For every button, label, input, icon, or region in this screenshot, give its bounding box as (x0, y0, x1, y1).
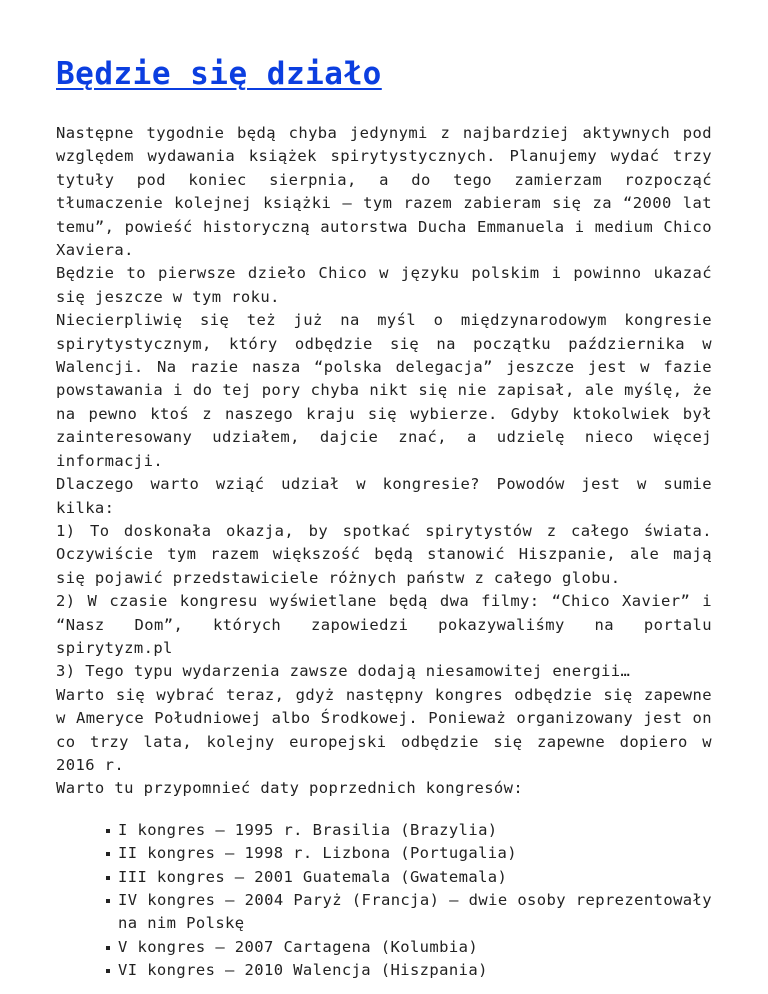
paragraph-reason-3: 3) Tego typu wydarzenia zawsze dodają niesamowitej energii… (56, 662, 631, 681)
paragraph-reason-1: 1) To doskonała okazja, by spotkać spirytystów z całego świata. Oczywiście tym razem większość będą stanowić Hiszpanie, ale mają się pojawić przedstawiciele różnych państw z całego globu. (56, 521, 712, 587)
list-item: V kongres – 2007 Cartagena (Kolumbia) (118, 936, 712, 959)
list-item: VI kongres – 2010 Walencja (Hiszpania) (118, 959, 712, 982)
paragraph-why: Dlaczego warto wziąć udział w kongresie? Powodów jest w sumie kilka: (56, 475, 712, 517)
article-body (56, 122, 712, 801)
article-title-link[interactable]: Będzie się działo (56, 56, 382, 92)
list-item: II kongres – 1998 r. Lizbona (Portugalia) (118, 842, 712, 865)
paragraph-reason-2: 2) W czasie kongresu wyświetlane będą dwa filmy: “Chico Xavier” i “Nasz Dom”, których zapowiedzi pokazywaliśmy na portalu spirytyzm.pl (56, 592, 712, 657)
paragraph-chico: Będzie to pierwsze dzieło Chico w języku polskim i powinno ukazać się jeszcze w tym roku. (56, 264, 712, 306)
list-item: I kongres – 1995 r. Brasilia (Brazylia) (118, 819, 712, 842)
article (56, 0, 712, 983)
paragraph-next-congress: Warto się wybrać teraz, gdyż następny kongres odbędzie się zapewne w Ameryce Południowej albo Środkowej. Ponieważ organizowany jest on co trzy lata, kolejny europejski odbędzie się zapewne dopiero w 2016 r. (56, 685, 712, 774)
paragraph-intro: Następne tygodnie będą chyba jedynymi z najbardziej aktywnych pod względem wydawania książek spirytystycznych. Planujemy wydać trzy tytuły pod koniec sierpnia, a do tego zamierzam rozpocząć tłumaczenie kolejnej książki – tym razem zabieram się za “2000 lat temu”, powieść historyczną autorstwa Ducha Emmanuela i medium Chico Xaviera. (56, 124, 712, 260)
list-item: IV kongres – 2004 Paryż (Francja) – dwie osoby reprezentowały na nim Polskę (118, 889, 712, 936)
paragraph-previous-dates: Warto tu przypomnieć daty poprzednich kongresów: (56, 779, 524, 798)
congress-list (56, 819, 712, 983)
paragraph-congress: Niecierpliwię się też już na myśl o międzynarodowym kongresie spirytystycznym, który odbędzie się na początku października w Walencji. Na razie nasza “polska delegacja” jeszcze jest w fazie powstawania i do tej pory chyba nikt się nie zapisał, ale myślę, że na pewno ktoś z naszego kraju się wybierze. Gdyby ktokolwiek był zainteresowany udziałem, dajcie znać, a udzielę nieco więcej informacji. (56, 311, 712, 470)
list-item: III kongres – 2001 Guatemala (Gwatemala) (118, 866, 712, 889)
